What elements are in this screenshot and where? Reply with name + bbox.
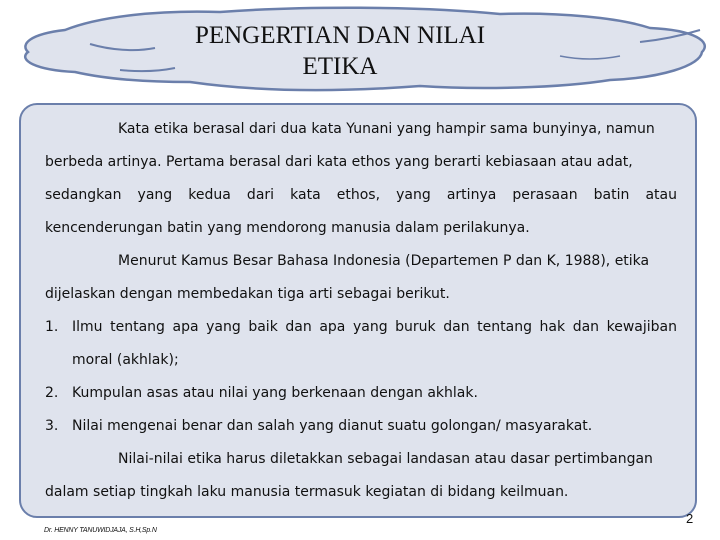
slide-title — [130, 20, 550, 82]
p1-line-4: kencenderungan batin yang mendorong manusia dalam perilakunya. — [45, 220, 530, 236]
author-credit: Dr. HENNY TANUWIDJAJA, S.H,Sp.N — [44, 527, 157, 534]
p2-line-2: dijelaskan dengan membedakan tiga arti sebagai berikut. — [45, 286, 450, 302]
p1-line-3: sedangkan yang kedua dari kata ethos, yang artinya perasaan batin atau — [45, 187, 677, 203]
list-item-1 — [45, 316, 677, 349]
page-number: 2 — [686, 511, 694, 526]
title-line-1: PENGERTIAN DAN NILAI — [194, 22, 486, 49]
p1-line-2: berbeda artinya. Pertama berasal dari kata ethos yang berarti kebiasaan atau adat, — [45, 154, 633, 170]
list-item-text: Nilai mengenai benar dan salah yang dianut suatu golongan/ masyarakat. — [72, 418, 593, 434]
list-number: 2. — [45, 385, 59, 401]
list-item-3 — [45, 415, 677, 448]
list-item-1-continuation: moral (akhlak); — [72, 352, 179, 368]
list-number: 1. — [45, 319, 59, 335]
p2-line-1: Menurut Kamus Besar Bahasa Indonesia (Departemen P dan K, 1988), etika — [118, 253, 650, 269]
p3-line-2: dalam setiap tingkah laku manusia termasuk kegiatan di bidang keilmuan. — [45, 484, 569, 500]
list-item-2 — [45, 382, 677, 415]
p1-line-1: Kata etika berasal dari dua kata Yunani yang hampir sama bunyinya, namun — [118, 121, 655, 137]
list-item-text: Ilmu tentang apa yang baik dan apa yang buruk dan tentang hak dan kewajiban — [72, 319, 677, 335]
list-item-text: Kumpulan asas atau nilai yang berkenaan dengan akhlak. — [72, 385, 478, 401]
title-line-2: ETIKA — [302, 53, 378, 80]
list-number: 3. — [45, 418, 59, 434]
p3-line-1: Nilai-nilai etika harus diletakkan sebagai landasan atau dasar pertimbangan — [118, 451, 653, 467]
body-text — [45, 118, 677, 514]
